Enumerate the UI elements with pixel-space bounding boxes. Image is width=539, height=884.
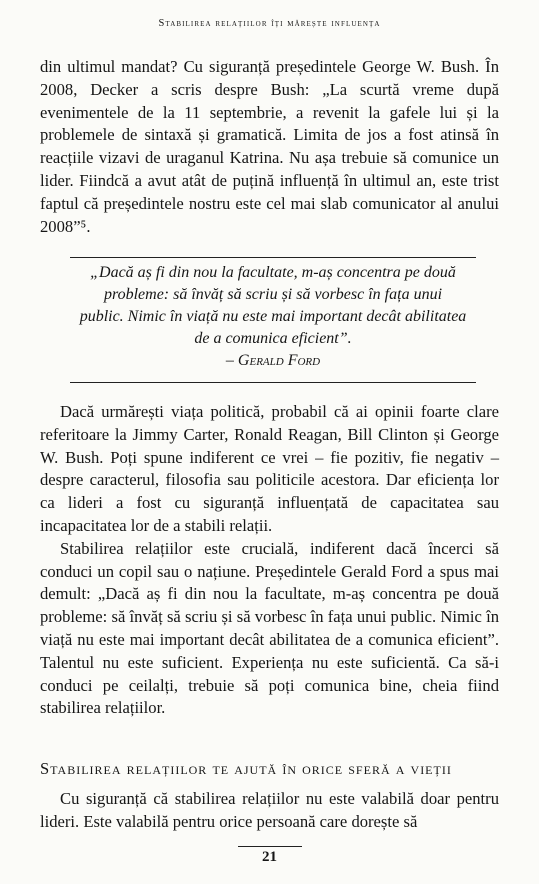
page-number: 21	[262, 849, 277, 865]
quote-attribution: – Gerald Ford	[225, 352, 321, 369]
body-bottom	[40, 788, 499, 834]
quote-top-rule	[70, 257, 476, 258]
running-head: Stabilirea relațiilor îți mărește influența	[158, 18, 381, 29]
paragraph: Stabilirea relațiilor este crucială, indiferent dacă încerci să conduci un copil sau o națiune. Președintele Gerald Ford a spus mai demult: „Dacă aș fi din nou la facultate, m-aș concentra pe două probleme: să învăț să scriu și să vorbesc în fața unui public. Nimic în viață nu este mai important decât abilitatea de a comunica eficient”. Talentul nu este suficient. Experiența nu este suficientă. Ca să-i conduci pe ceilalți, trebuie să poți comunica bine, cheia fiind stabilirea relațiilor.	[40, 538, 499, 718]
quote-line: de a comunica eficient”.	[194, 330, 352, 347]
body-top	[40, 56, 499, 238]
paragraph: Cu siguranță că stabilirea relațiilor nu este valabilă doar pentru lideri. Este valabilă pentru orice persoană care dorește să	[40, 789, 499, 831]
quote-line: public. Nimic în viață nu este mai important decât abilitatea	[79, 308, 467, 325]
section-heading: Stabilirea relațiilor te ajută în orice sferă a vieții	[40, 759, 452, 778]
paragraph: Dacă urmărești viața politică, probabil că ai opinii foarte clare referitoare la Jimmy Carter, Ronald Reagan, Bill Clinton și George W. Bush. Poți spune indiferent ce vrei – fie pozitiv, fie negativ – despre caracterul, filosofia sau politicile acestora. Dar eficiența lor ca lideri a fost cu siguranță influențată de capacitatea sau incapacitatea lor de a stabili relații.	[40, 402, 499, 535]
quote-bottom-rule	[70, 382, 476, 383]
pull-quote	[70, 262, 476, 372]
paragraph: din ultimul mandat? Cu siguranță președintele George W. Bush. În 2008, Decker a scris despre Bush: „La scurtă vreme după evenimentele de la 11 septembrie, a revenit la gafele lui și la problemele de sintaxă și gramatică. Limita de jos a fost atinsă în reacțiile vizavi de uraganul Katrina. Nu așa trebuie să comunice un lider. Fiindcă a avut atât de puțină influență în ultimul an, este trist faptul că președintele nostru este cel mai slab comunicator al anului 2008”⁵.	[40, 57, 499, 236]
folio-rule	[238, 846, 302, 847]
body-middle	[40, 401, 499, 720]
quote-line: „Dacă aș fi din nou la facultate, m-aș concentra pe două	[90, 264, 456, 281]
quote-line: probleme: să învăț să scriu și să vorbesc în fața unui	[103, 286, 443, 303]
